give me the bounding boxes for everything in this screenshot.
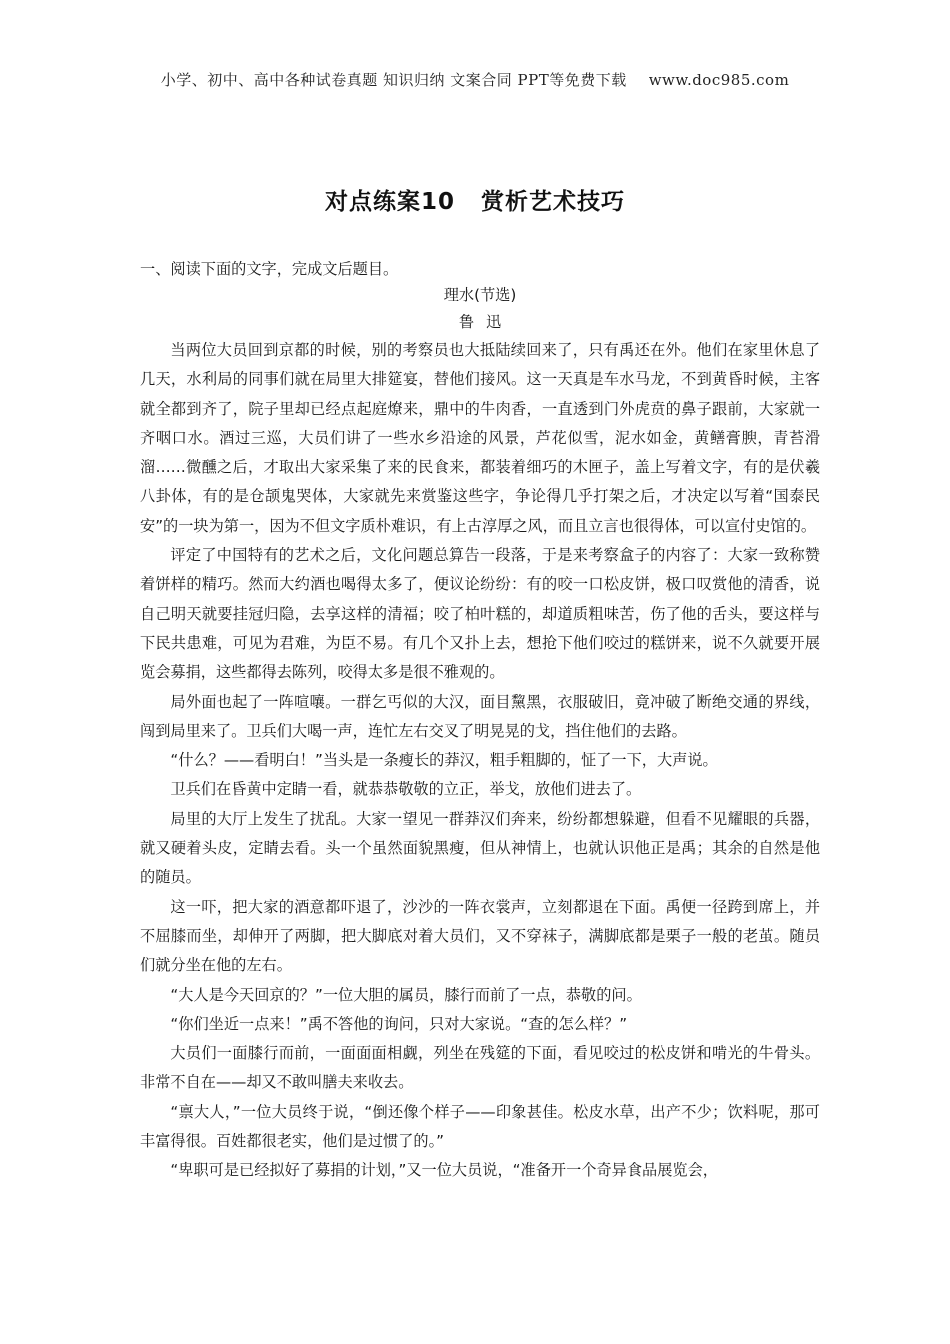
paragraph: 卫兵们在昏黄中定睛一看，就恭恭敬敬的立正，举戈，放他们进去了。 (170, 780, 642, 799)
page-title (0, 183, 950, 216)
passage-title: 理水(节选) (443, 286, 517, 304)
paragraph: “你们坐近一点来！”禹不答他的询问，只对大家说。“查的怎么样？” (170, 1014, 628, 1033)
paragraph: 局里的大厅上发生了扰乱。大家一望见一群莽汉们奔来，纷纷都想躲避，但看不见耀眼的兵器，就又硬着头皮，定睛去看。头一个虽然面貌黑瘦，但从神情上，也就认识他正是禹；其余的自然是他的随员。 (140, 809, 820, 887)
paragraph: “卑职可是已经拟好了募捐的计划，”又一位大员说，“准备开一个奇异食品展览会， (170, 1161, 718, 1180)
paragraph: “禀大人，”一位大员终于说，“倒还像个样子——印象甚佳。松皮水草，出产不少；饮料呢，那可丰富得很。百姓都很老实，他们是过惯了的。” (140, 1102, 820, 1151)
section-heading: 一、阅读下面的文字，完成文后题目。 (140, 260, 399, 278)
paragraph: 评定了中国特有的艺术之后，文化问题总算告一段落，于是来考察盒子的内容了：大家一致称赞着饼样的精巧。然而大约酒也喝得太多了，便议论纷纷：有的咬一口松皮饼，极口叹赏他的清香，说自己明天就要挂冠归隐，去享这样的清福；咬了柏叶糕的，却道质粗味苦，伤了他的舌头，要这样与下民共患难，可见为君难，为臣不易。有几个又扑上去，想抢下他们咬过的糕饼来，说不久就要开展览会募捐，这些都得去陈列，咬得太多是很不雅观的。 (140, 546, 820, 682)
passage-author: 鲁迅 (458, 313, 514, 331)
title-sub: 赏析艺术技巧 (481, 189, 625, 215)
header-url[interactable]: www.doc985.com (648, 71, 790, 89)
title-main: 对点练案10 (324, 189, 455, 215)
paragraph: 局外面也起了一阵喧嚷。一群乞丐似的大汉，面目黧黑，衣服破旧，竟冲破了断绝交通的界线，闯到局里来了。卫兵们大喝一声，连忙左右交叉了明晃晃的戈，挡住他们的去路。 (140, 692, 820, 740)
paragraph: “什么？——看明白！”当头是一条瘦长的莽汉，粗手粗脚的，怔了一下，大声说。 (170, 751, 718, 770)
header-text: 小学、初中、高中各种试卷真题 知识归纳 文案合同 PPT等免费下载 (160, 71, 627, 89)
paragraph: 大员们一面膝行而前，一面面面相觑，列坐在残筵的下面，看见咬过的松皮饼和啃光的牛骨头。非常不自在——却又不敢叫膳夫来收去。 (140, 1044, 820, 1092)
paragraph: 这一吓，把大家的酒意都吓退了，沙沙的一阵衣裳声，立刻都退在下面。禹便一径跨到席上，并不屈膝而坐，却伸开了两脚，把大脚底对着大员们，又不穿袜子，满脚底都是栗子一般的老茧。随员们就分坐在他的左右。 (140, 897, 820, 975)
page-header (0, 69, 950, 90)
paragraph: 当两位大员回到京都的时候，别的考察员也大抵陆续回来了，只有禹还在外。他们在家里休息了几天，水利局的同事们就在局里大排筵宴，替他们接风。这一天真是车水马龙，不到黄昏时候，主客就全都到齐了，院子里却已经点起庭燎来，鼎中的牛肉香，一直透到门外虎贲的鼻子跟前，大家就一齐咽口水。酒过三巡，大员们讲了一些水乡沿途的风景，芦花似雪，泥水如金，黄鳝膏腴，青苔滑溜……微醺之后，才取出大家采集了来的民食来，都装着细巧的木匣子，盖上写着文字，有的是伏羲八卦体，有的是仓颉鬼哭体，大家就先来赏鉴这些字，争论得几乎打架之后，才决定以写着“国泰民安”的一块为第一，因为不但文字质朴难识，有上古淳厚之风，而且立言也很得体，可以宣付史馆的。 (140, 341, 820, 535)
document-body (140, 256, 820, 1186)
paragraph: “大人是今天回京的？”一位大胆的属员，膝行而前了一点，恭敬的问。 (170, 985, 642, 1004)
